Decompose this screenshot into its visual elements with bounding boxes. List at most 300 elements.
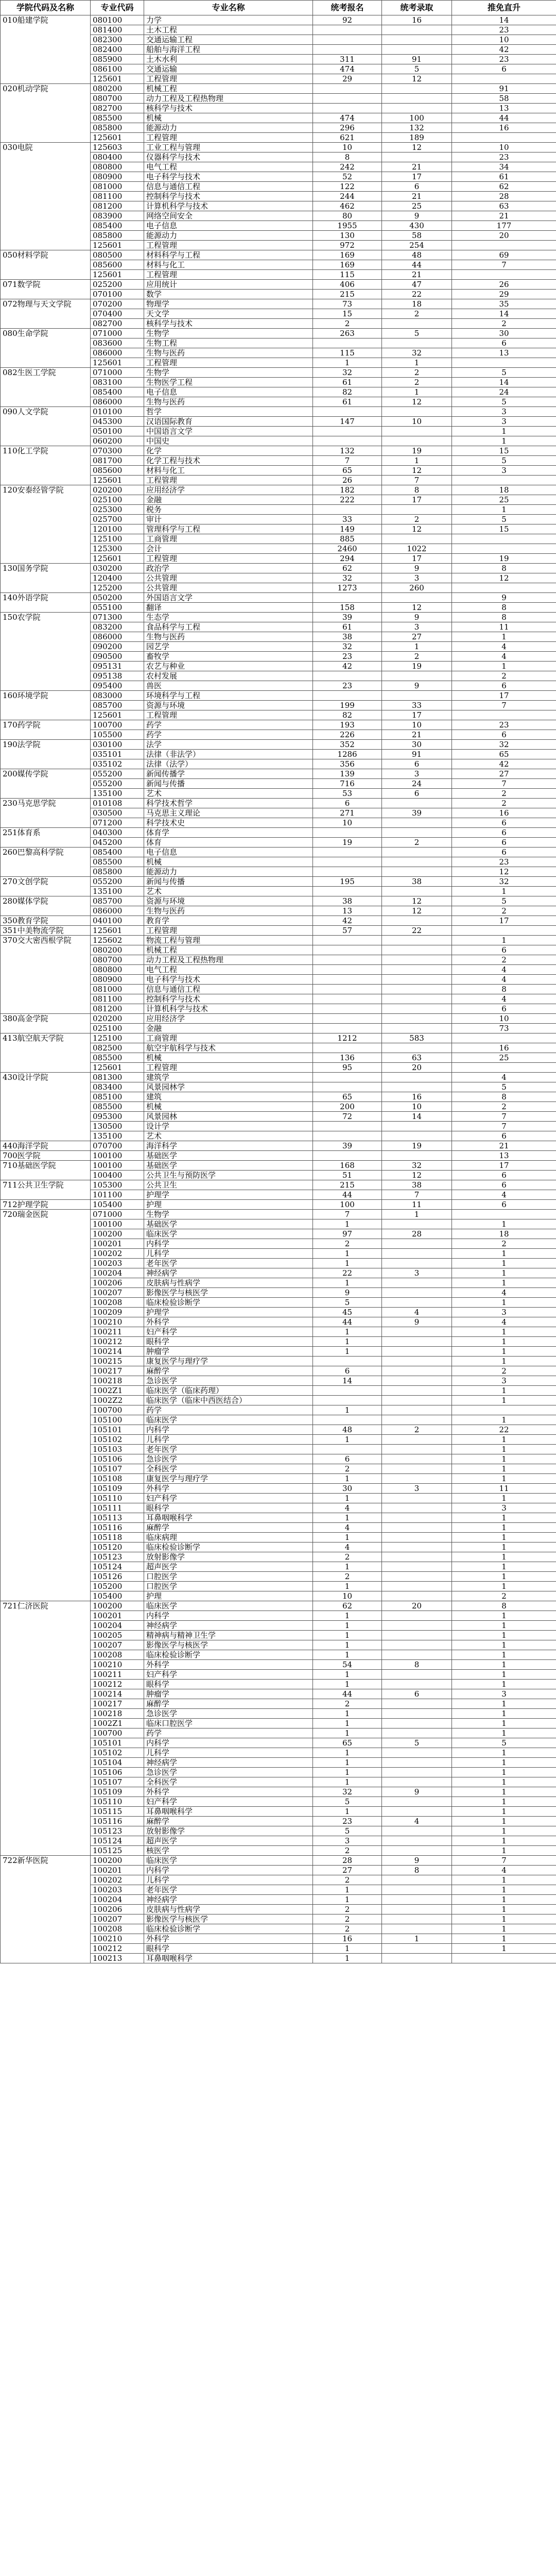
major-code-cell: 100202 <box>91 1249 144 1259</box>
exam-applicants-cell: 3 <box>313 1836 382 1846</box>
exam-admitted-cell <box>382 1680 452 1689</box>
recommended-cell: 1 <box>452 887 556 896</box>
major-name-cell: 工业工程与管理 <box>144 143 313 152</box>
major-code-cell: 125601 <box>91 74 144 84</box>
major-name-cell: 数学 <box>144 290 313 299</box>
recommended-cell: 3 <box>452 407 556 417</box>
major-name-cell: 设计学 <box>144 1122 313 1131</box>
recommended-cell: 1 <box>452 1680 556 1689</box>
exam-admitted-cell: 11 <box>382 1200 452 1210</box>
exam-applicants-cell: 474 <box>313 113 382 123</box>
major-code-cell: 105100 <box>91 1415 144 1425</box>
recommended-cell: 1 <box>452 1944 556 1954</box>
exam-admitted-cell: 5 <box>382 329 452 338</box>
major-name-cell: 法学 <box>144 740 313 750</box>
exam-admitted-cell: 132 <box>382 123 452 133</box>
exam-admitted-cell <box>382 1014 452 1024</box>
exam-admitted-cell <box>382 1719 452 1728</box>
recommended-cell: 6 <box>452 681 556 691</box>
major-name-cell: 生态学 <box>144 613 313 622</box>
major-name-cell: 机械工程 <box>144 84 313 94</box>
major-code-cell: 081100 <box>91 994 144 1004</box>
recommended-cell: 1 <box>452 505 556 515</box>
exam-applicants-cell: 54 <box>313 1660 382 1670</box>
major-code-cell: 045200 <box>91 838 144 848</box>
recommended-cell: 1 <box>452 1415 556 1425</box>
major-code-cell: 105118 <box>91 1533 144 1543</box>
exam-admitted-cell: 3 <box>382 622 452 632</box>
exam-applicants-cell: 115 <box>313 348 382 358</box>
major-code-cell: 125601 <box>91 710 144 720</box>
major-name-cell: 耳鼻咽喉科学 <box>144 1807 313 1817</box>
recommended-cell: 4 <box>452 1073 556 1082</box>
major-name-cell: 金融 <box>144 1024 313 1033</box>
exam-applicants-cell: 115 <box>313 270 382 280</box>
exam-applicants-cell: 7 <box>313 1210 382 1219</box>
major-name-cell: 药学 <box>144 1728 313 1738</box>
recommended-cell: 1 <box>452 1454 556 1464</box>
recommended-cell: 6 <box>452 1171 556 1180</box>
major-code-cell: 081200 <box>91 201 144 211</box>
major-name-cell: 儿科学 <box>144 1249 313 1259</box>
major-name-cell: 妇产科学 <box>144 1494 313 1503</box>
exam-applicants-cell: 2460 <box>313 544 382 554</box>
header-exam-applicants: 统考报名 <box>313 1 382 15</box>
major-code-cell: 085800 <box>91 231 144 241</box>
major-name-cell: 临床医学 <box>144 1229 313 1239</box>
exam-admitted-cell: 6 <box>382 789 452 799</box>
major-name-cell: 工程管理 <box>144 133 313 143</box>
recommended-cell: 2 <box>452 789 556 799</box>
recommended-cell: 19 <box>452 554 556 564</box>
major-code-cell: 105125 <box>91 1846 144 1856</box>
recommended-cell: 1 <box>452 1219 556 1229</box>
recommended-cell: 6 <box>452 1004 556 1014</box>
recommended-cell: 14 <box>452 309 556 319</box>
school-name-cell: 200媒传学院 <box>1 769 91 799</box>
exam-admitted-cell: 63 <box>382 1053 452 1063</box>
major-name-cell: 影像医学与核医学 <box>144 1640 313 1650</box>
recommended-cell: 91 <box>452 84 556 94</box>
table-row <box>1 1141 556 1151</box>
exam-admitted-cell <box>382 436 452 446</box>
table-row <box>1 84 556 94</box>
exam-applicants-cell: 65 <box>313 1092 382 1102</box>
major-name-cell: 内科学 <box>144 1239 313 1249</box>
major-name-cell: 控制科学与技术 <box>144 994 313 1004</box>
recommended-cell: 17 <box>452 691 556 701</box>
recommended-cell: 1 <box>452 1445 556 1454</box>
table-row <box>1 848 556 857</box>
major-name-cell: 外科学 <box>144 1484 313 1494</box>
exam-admitted-cell: 583 <box>382 1033 452 1043</box>
recommended-cell: 15 <box>452 446 556 456</box>
recommended-cell <box>452 1210 556 1219</box>
school-name-cell: 072物理与天文学院 <box>1 299 91 329</box>
exam-admitted-cell <box>382 1259 452 1268</box>
major-code-cell: 085100 <box>91 1092 144 1102</box>
recommended-cell: 8 <box>452 564 556 573</box>
recommended-cell: 5 <box>452 515 556 524</box>
recommended-cell: 8 <box>452 603 556 613</box>
major-code-cell: 125601 <box>91 270 144 280</box>
major-code-cell: 125300 <box>91 544 144 554</box>
major-name-cell: 船舶与海洋工程 <box>144 45 313 55</box>
exam-admitted-cell: 2 <box>382 309 452 319</box>
exam-admitted-cell: 7 <box>382 476 452 485</box>
exam-admitted-cell: 20 <box>382 1601 452 1611</box>
exam-admitted-cell: 32 <box>382 348 452 358</box>
major-code-cell: 085400 <box>91 221 144 231</box>
recommended-cell: 30 <box>452 329 556 338</box>
recommended-cell: 1 <box>452 1494 556 1503</box>
recommended-cell <box>452 1063 556 1073</box>
recommended-cell: 25 <box>452 495 556 505</box>
exam-applicants-cell <box>313 1396 382 1405</box>
exam-applicants-cell <box>313 94 382 104</box>
exam-applicants-cell: 5 <box>313 1298 382 1308</box>
exam-admitted-cell: 32 <box>382 1161 452 1171</box>
recommended-cell: 14 <box>452 15 556 25</box>
exam-applicants-cell: 1 <box>313 1582 382 1591</box>
exam-admitted-cell: 2 <box>382 652 452 662</box>
exam-applicants-cell: 1 <box>313 1337 382 1347</box>
recommended-cell: 23 <box>452 152 556 162</box>
recommended-cell <box>452 1954 556 1963</box>
major-code-cell: 105107 <box>91 1777 144 1787</box>
recommended-cell: 1 <box>452 662 556 671</box>
exam-applicants-cell <box>313 407 382 417</box>
major-name-cell: 力学 <box>144 15 313 25</box>
exam-applicants-cell: 4 <box>313 1523 382 1533</box>
exam-applicants-cell <box>313 1073 382 1082</box>
major-code-cell: 105113 <box>91 1513 144 1523</box>
major-name-cell: 航空宇航科学与技术 <box>144 1043 313 1053</box>
exam-admitted-cell <box>382 1445 452 1454</box>
exam-admitted-cell: 38 <box>382 1180 452 1190</box>
exam-applicants-cell: 263 <box>313 329 382 338</box>
major-code-cell: 095400 <box>91 681 144 691</box>
major-name-cell: 核医学 <box>144 1846 313 1856</box>
exam-applicants-cell <box>313 1082 382 1092</box>
major-code-cell: 100207 <box>91 1288 144 1298</box>
recommended-cell: 9 <box>452 593 556 603</box>
exam-applicants-cell: 1 <box>313 1435 382 1445</box>
major-name-cell: 生物学 <box>144 329 313 338</box>
major-code-cell: 071200 <box>91 818 144 828</box>
recommended-cell: 1 <box>452 1895 556 1905</box>
recommended-cell: 7 <box>452 1856 556 1866</box>
exam-admitted-cell: 48 <box>382 250 452 260</box>
exam-applicants-cell: 44 <box>313 1317 382 1327</box>
exam-admitted-cell: 18 <box>382 299 452 309</box>
exam-applicants-cell: 33 <box>313 515 382 524</box>
major-name-cell: 园艺学 <box>144 642 313 652</box>
exam-admitted-cell: 260 <box>382 583 452 593</box>
recommended-cell: 1 <box>452 1582 556 1591</box>
recommended-cell: 7 <box>452 1122 556 1131</box>
exam-admitted-cell: 2 <box>382 838 452 848</box>
exam-admitted-cell <box>382 1709 452 1719</box>
school-name-cell: 230马克思学院 <box>1 799 91 828</box>
exam-applicants-cell: 2 <box>313 1239 382 1249</box>
exam-admitted-cell: 12 <box>382 906 452 916</box>
major-name-cell: 内科学 <box>144 1425 313 1435</box>
exam-applicants-cell: 72 <box>313 1112 382 1122</box>
recommended-cell: 1 <box>452 1758 556 1768</box>
exam-applicants-cell: 38 <box>313 896 382 906</box>
major-code-cell: 086000 <box>91 906 144 916</box>
major-name-cell: 能源动力 <box>144 867 313 877</box>
exam-applicants-cell: 82 <box>313 710 382 720</box>
major-code-cell: 080800 <box>91 162 144 172</box>
major-code-cell: 105101 <box>91 1425 144 1435</box>
major-name-cell: 中国语言文学 <box>144 427 313 436</box>
recommended-cell: 44 <box>452 113 556 123</box>
major-code-cell: 083900 <box>91 211 144 221</box>
exam-applicants-cell: 45 <box>313 1308 382 1317</box>
recommended-cell: 2 <box>452 1102 556 1112</box>
recommended-cell: 62 <box>452 182 556 192</box>
major-name-cell: 食品科学与工程 <box>144 622 313 632</box>
exam-admitted-cell <box>382 1219 452 1229</box>
major-name-cell: 护理学 <box>144 1308 313 1317</box>
major-name-cell: 神经病学 <box>144 1621 313 1631</box>
exam-admitted-cell: 2 <box>382 1425 452 1435</box>
exam-applicants-cell: 1212 <box>313 1033 382 1043</box>
recommended-cell: 1 <box>452 1347 556 1357</box>
exam-applicants-cell: 61 <box>313 397 382 407</box>
exam-applicants-cell: 2 <box>313 319 382 329</box>
exam-applicants-cell: 1 <box>313 1768 382 1777</box>
exam-applicants-cell: 1 <box>313 1680 382 1689</box>
school-name-cell: 030电院 <box>1 143 91 250</box>
exam-applicants-cell <box>313 1004 382 1014</box>
exam-admitted-cell: 4 <box>382 1308 452 1317</box>
school-name-cell: 130国务学院 <box>1 564 91 593</box>
exam-applicants-cell: 1 <box>313 1807 382 1817</box>
major-name-cell: 肿瘤学 <box>144 1347 313 1357</box>
recommended-cell: 1 <box>452 1875 556 1885</box>
exam-admitted-cell: 44 <box>382 260 452 270</box>
exam-admitted-cell: 3 <box>382 1268 452 1278</box>
major-name-cell: 材料与化工 <box>144 260 313 270</box>
exam-admitted-cell <box>382 1895 452 1905</box>
recommended-cell: 26 <box>452 280 556 290</box>
major-name-cell: 公共卫生 <box>144 1180 313 1190</box>
exam-admitted-cell <box>382 505 452 515</box>
exam-admitted-cell <box>382 1278 452 1288</box>
exam-applicants-cell: 42 <box>313 916 382 926</box>
major-code-cell: 055200 <box>91 877 144 887</box>
exam-admitted-cell <box>382 985 452 994</box>
major-code-cell: 100218 <box>91 1376 144 1386</box>
recommended-cell: 1 <box>452 1807 556 1817</box>
exam-applicants-cell: 5 <box>313 1797 382 1807</box>
major-name-cell: 审计 <box>144 515 313 524</box>
major-code-cell: 120400 <box>91 573 144 583</box>
exam-admitted-cell <box>382 1494 452 1503</box>
recommended-cell: 1 <box>452 1650 556 1660</box>
exam-admitted-cell <box>382 407 452 417</box>
major-code-cell: 100210 <box>91 1660 144 1670</box>
school-name-cell: 020机动学院 <box>1 84 91 143</box>
exam-admitted-cell: 2 <box>382 378 452 387</box>
recommended-cell: 2 <box>452 799 556 808</box>
major-code-cell: 100203 <box>91 1885 144 1895</box>
major-name-cell: 麻醉学 <box>144 1523 313 1533</box>
major-code-cell: 105111 <box>91 1503 144 1513</box>
recommended-cell: 3 <box>452 1503 556 1513</box>
recommended-cell: 1 <box>452 1611 556 1621</box>
major-code-cell: 100201 <box>91 1239 144 1249</box>
major-name-cell: 控制科学与技术 <box>144 192 313 201</box>
exam-applicants-cell: 885 <box>313 534 382 544</box>
exam-admitted-cell <box>382 1758 452 1768</box>
major-code-cell: 100700 <box>91 1405 144 1415</box>
major-code-cell: 105101 <box>91 1738 144 1748</box>
exam-applicants-cell: 158 <box>313 603 382 613</box>
recommended-cell: 18 <box>452 1229 556 1239</box>
major-name-cell: 神经病学 <box>144 1895 313 1905</box>
school-name-cell: 120安泰经管学院 <box>1 485 91 564</box>
exam-applicants-cell: 621 <box>313 133 382 143</box>
major-code-cell: 100218 <box>91 1709 144 1719</box>
major-code-cell: 105109 <box>91 1484 144 1494</box>
recommended-cell: 1 <box>452 1396 556 1405</box>
recommended-cell: 21 <box>452 1141 556 1151</box>
exam-admitted-cell <box>382 1621 452 1631</box>
major-name-cell: 土木水利 <box>144 55 313 64</box>
exam-admitted-cell: 7 <box>382 1190 452 1200</box>
major-name-cell: 儿科学 <box>144 1748 313 1758</box>
major-code-cell: 071000 <box>91 368 144 378</box>
recommended-cell: 1 <box>452 1660 556 1670</box>
exam-admitted-cell: 16 <box>382 15 452 25</box>
major-code-cell: 083200 <box>91 622 144 632</box>
major-name-cell: 眼科学 <box>144 1503 313 1513</box>
recommended-cell: 7 <box>452 1112 556 1122</box>
major-name-cell: 麻醉学 <box>144 1699 313 1709</box>
exam-admitted-cell: 12 <box>382 896 452 906</box>
major-code-cell: 100100 <box>91 1219 144 1229</box>
major-name-cell: 临床检验诊断学 <box>144 1650 313 1660</box>
major-name-cell: 老年医学 <box>144 1259 313 1268</box>
exam-admitted-cell <box>382 1122 452 1131</box>
exam-applicants-cell <box>313 975 382 985</box>
exam-admitted-cell <box>382 887 452 896</box>
major-name-cell: 交通运输 <box>144 64 313 74</box>
major-name-cell: 内科学 <box>144 1611 313 1621</box>
exam-admitted-cell: 19 <box>382 1141 452 1151</box>
major-code-cell: 080400 <box>91 152 144 162</box>
major-name-cell: 临床医学（临床药理） <box>144 1386 313 1396</box>
exam-applicants-cell <box>313 427 382 436</box>
exam-applicants-cell <box>313 994 382 1004</box>
header-school: 学院代码及名称 <box>1 1 91 15</box>
table-row <box>1 1601 556 1611</box>
recommended-cell: 27 <box>452 769 556 779</box>
school-name-cell: 413航空航天学院 <box>1 1033 91 1073</box>
major-name-cell: 皮肤病与性病学 <box>144 1905 313 1914</box>
exam-applicants-cell: 1 <box>313 1758 382 1768</box>
table-row <box>1 564 556 573</box>
header-row <box>1 1 556 15</box>
table-row <box>1 407 556 417</box>
major-code-cell: 100203 <box>91 1259 144 1268</box>
school-name-cell: 350教育学院 <box>1 916 91 926</box>
major-name-cell: 眼科学 <box>144 1944 313 1954</box>
exam-admitted-cell <box>382 1954 452 1963</box>
exam-applicants-cell: 38 <box>313 632 382 642</box>
exam-applicants-cell: 242 <box>313 162 382 172</box>
major-name-cell: 皮肤病与性病学 <box>144 1278 313 1288</box>
exam-applicants-cell: 23 <box>313 652 382 662</box>
recommended-cell: 1 <box>452 1259 556 1268</box>
major-name-cell: 超声医学 <box>144 1836 313 1846</box>
exam-admitted-cell <box>382 1543 452 1552</box>
recommended-cell: 6 <box>452 338 556 348</box>
major-name-cell: 计算机科学与技术 <box>144 201 313 211</box>
major-name-cell: 工程管理 <box>144 710 313 720</box>
recommended-cell: 16 <box>452 123 556 133</box>
major-code-cell: 105109 <box>91 1787 144 1797</box>
exam-applicants-cell: 147 <box>313 417 382 427</box>
major-name-cell: 体育 <box>144 838 313 848</box>
exam-admitted-cell <box>382 45 452 55</box>
exam-applicants-cell <box>313 593 382 603</box>
major-code-cell: 025700 <box>91 515 144 524</box>
recommended-cell: 23 <box>452 857 556 867</box>
major-name-cell: 税务 <box>144 505 313 515</box>
exam-admitted-cell <box>382 1405 452 1415</box>
major-code-cell: 085600 <box>91 260 144 270</box>
exam-applicants-cell: 2 <box>313 1905 382 1914</box>
major-code-cell: 130500 <box>91 1122 144 1131</box>
table-row <box>1 799 556 808</box>
major-code-cell: 105110 <box>91 1797 144 1807</box>
major-name-cell: 临床口腔医学 <box>144 1719 313 1728</box>
exam-admitted-cell <box>382 1357 452 1366</box>
major-code-cell: 100217 <box>91 1366 144 1376</box>
exam-applicants-cell: 2 <box>313 1846 382 1856</box>
major-name-cell: 外科学 <box>144 1660 313 1670</box>
exam-applicants-cell: 26 <box>313 476 382 485</box>
major-name-cell: 生物与医药 <box>144 906 313 916</box>
exam-applicants-cell: 215 <box>313 1180 382 1190</box>
recommended-cell: 69 <box>452 250 556 260</box>
recommended-cell: 1 <box>452 1435 556 1445</box>
exam-admitted-cell <box>382 828 452 838</box>
exam-applicants-cell: 19 <box>313 838 382 848</box>
exam-admitted-cell: 10 <box>382 417 452 427</box>
major-code-cell: 105108 <box>91 1474 144 1484</box>
exam-admitted-cell: 47 <box>382 280 452 290</box>
major-code-cell: 082300 <box>91 35 144 45</box>
recommended-cell: 1 <box>452 1699 556 1709</box>
recommended-cell: 4 <box>452 994 556 1004</box>
recommended-cell: 16 <box>452 808 556 818</box>
recommended-cell: 1 <box>452 1268 556 1278</box>
major-code-cell: 085400 <box>91 848 144 857</box>
recommended-cell: 1 <box>452 1768 556 1777</box>
major-name-cell: 动力工程及工程热物理 <box>144 94 313 104</box>
recommended-cell: 1 <box>452 1298 556 1308</box>
exam-admitted-cell <box>382 1670 452 1680</box>
major-name-cell: 临床检验诊断学 <box>144 1543 313 1552</box>
exam-admitted-cell: 3 <box>382 769 452 779</box>
recommended-cell <box>452 1405 556 1415</box>
